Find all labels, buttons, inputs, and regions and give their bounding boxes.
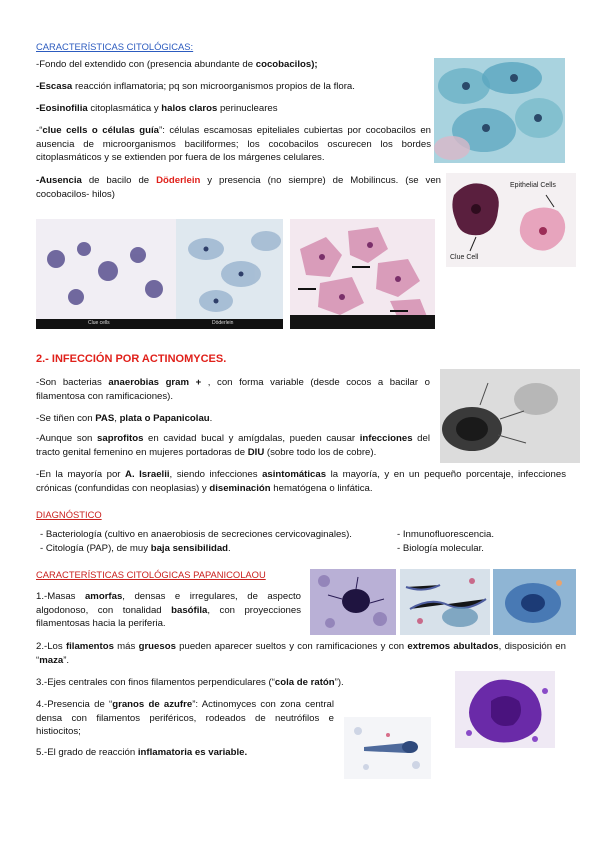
micrograph-actinomyces-grey bbox=[440, 369, 580, 463]
diag-item-citologia: - Citología (PAP), de muy baja sensibilidad. bbox=[40, 543, 231, 554]
label-epithelial-cells: Epithelial Cells bbox=[510, 182, 556, 189]
paragraph-anaerobias: -Son bacterias anaerobias gram + , con forma variable (desde cocos a bacilar o filamentosa con ramificaciones). bbox=[36, 377, 430, 402]
paragraph-escasa: -Escasa reacción inflamatoria; pq son microorganismos propios de la flora. bbox=[36, 81, 355, 92]
paragraph-granos-azufre: 4.-Presencia de “granos de azufre”: Actinomyces con zona central densa con filamentos periféricos, rodeados de neutrófilos e histiocitos; bbox=[36, 699, 334, 738]
paragraph-eosinofilia: -Eosinofilia citoplasmática y halos claros perinucleares bbox=[36, 103, 278, 114]
image-caption-bar bbox=[36, 319, 283, 329]
diag-item-bacteriologia: - Bacteriología (cultivo en anaerobiosis de secreciones cervicovaginales). bbox=[40, 529, 352, 540]
micrograph-actinomyces-filaments bbox=[400, 569, 490, 635]
caption-clue-cells: Clue cells bbox=[88, 320, 110, 326]
micrograph-maza-filament bbox=[344, 717, 431, 779]
paragraph-tincion: -Se tiñen con PAS, plata o Papanicolau. bbox=[36, 413, 213, 424]
micrograph-actinomyces-blue bbox=[493, 569, 576, 635]
paragraph-inflamatoria: 5.-El grado de reacción inflamatoria es variable. bbox=[36, 747, 248, 758]
diag-item-inmunofluorescencia: - Inmunofluorescencia. bbox=[397, 529, 495, 540]
paragraph-filamentos: 2.-Los filamentos más gruesos pueden aparecer sueltos y con ramificaciones y con extremos abultados, disposición en “maza”. bbox=[36, 641, 566, 666]
label-clue-cell: Clue Cell bbox=[450, 254, 479, 261]
micrograph-clue-cells-blue bbox=[434, 58, 565, 163]
paragraph-ejes-centrales: 3.-Ejes centrales con finos filamentos perpendiculares (“cola de ratón”). bbox=[36, 677, 344, 688]
micrograph-sulfur-granule bbox=[455, 671, 555, 748]
paragraph-clue-cells: -“clue cells o células guía”: células escamosas epiteliales cubiertas por cocobacilos en ausencia de microorganismos baciliformes; los cocobacilos oscurecen los bordes citoplasmáticos y se extienden por fuera de los márgenes celulares. bbox=[36, 125, 432, 164]
section-title-actinomyces: 2.- INFECCIÓN POR ACTINOMYCES. bbox=[36, 353, 227, 365]
section-title-papanicolaou: CARACTERÍSTICAS CITOLÓGICAS PAPANICOLAOU bbox=[36, 569, 266, 580]
paragraph-masas-amorfas: 1.-Masas amorfas, densas e irregulares, de aspecto algodonoso, con tonalidad basófila, con proyecciones filamentosas hacia la periferia. bbox=[36, 591, 302, 630]
micrograph-squamous-arrows bbox=[290, 219, 435, 329]
paragraph-fondo: -Fondo del extendido con (presencia abundante de cocobacilos); bbox=[36, 59, 318, 70]
micrograph-actinomyces-mass bbox=[310, 569, 396, 635]
paragraph-israelii: -En la mayoría por A. Israelii, siendo infecciones asintomáticas la mayoría, y en un pequeño porcentaje, infecciones crónicas (confundidas con neoplasias) y diseminación hematógena o linfática. bbox=[36, 469, 566, 494]
micrograph-clue-cells-doderlein bbox=[36, 219, 283, 329]
diag-item-biologia-molecular: - Biología molecular. bbox=[397, 543, 484, 554]
micrograph-clue-vs-epithelial bbox=[446, 173, 576, 267]
section-title-diagnostico: DIAGNÓSTICO bbox=[36, 509, 102, 520]
paragraph-ausencia: -Ausencia de bacilo de Döderlein y presencia (no siempre) de Mobilincus. (se ven cocobacilos- hilos) bbox=[36, 175, 442, 200]
caption-doderlein: Döderlein bbox=[212, 320, 234, 326]
paragraph-saprofitos: -Aunque son saprofitos en cavidad bucal y amígdalas, pueden causar infecciones del tracto genital femenino en mujeres portadoras de DIU (sobre todo los de cobre). bbox=[36, 433, 430, 458]
section-title-citologicas: CARACTERÍSTICAS CITOLÓGICAS: bbox=[36, 41, 194, 52]
